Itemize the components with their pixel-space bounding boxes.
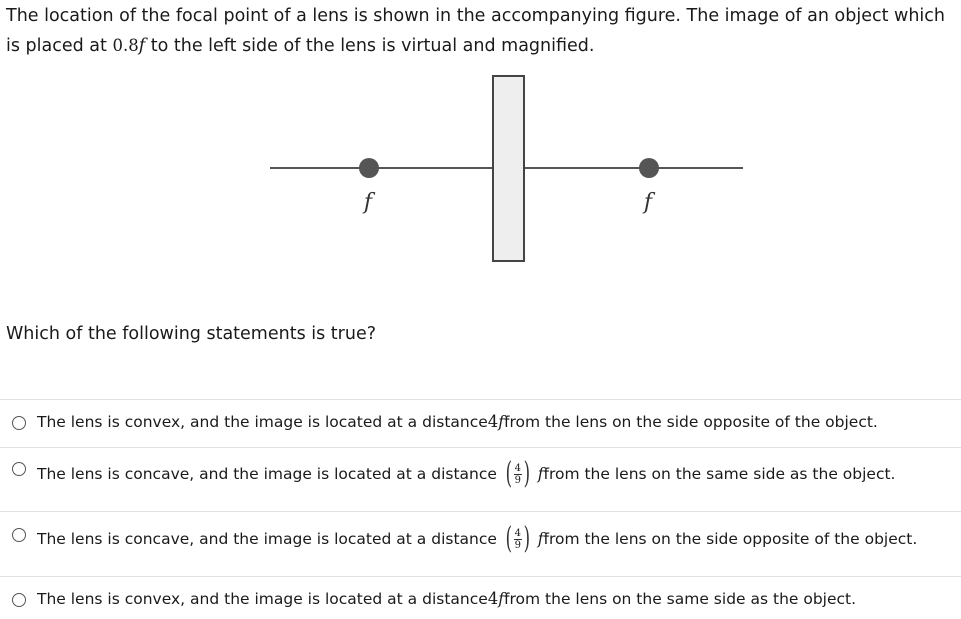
lens-body (493, 76, 524, 261)
right-focal-point (639, 158, 659, 178)
right-focal-label: f (643, 190, 653, 215)
option-4[interactable] (0, 577, 961, 618)
option-4-text: The lens is convex, and the image is located at a distance 4 f from the lens on the same side as the object. (37, 589, 857, 608)
radio-option-1[interactable] (12, 416, 26, 430)
radio-option-3[interactable] (12, 528, 26, 542)
lens-figure (0, 0, 961, 300)
radio-option-4[interactable] (12, 593, 26, 607)
radio-option-2[interactable] (12, 462, 26, 476)
option-3-text: The lens is concave, and the image is located at a distance ( $\frac{4}{9}$ ) f from the lens on the side opposite of the object. (37, 521, 918, 556)
object-distance-value: 0.8 (112, 36, 139, 55)
object-distance-variable: f (138, 36, 146, 56)
prompt-text: Which of the following statements is true? (6, 324, 377, 344)
option-2-text: The lens is concave, and the image is located at a distance ( $\frac{4}{9}$ ) f from the lens on the same side as the object. (37, 456, 896, 491)
fraction-4-9: ( $\frac{4}{9}$ ) (505, 521, 531, 556)
option-2[interactable] (0, 447, 961, 512)
left-focal-label: f (363, 190, 373, 215)
option-3[interactable] (0, 512, 961, 577)
left-focal-point (359, 158, 379, 178)
option-1-text: The lens is convex, and the image is located at a distance 4 f from the lens on the side opposite of the object. (37, 412, 878, 431)
fraction-4-9: ( $\frac{4}{9}$ ) (505, 456, 531, 491)
question-text: The location of the focal point of a lens is shown in the accompanying figure. The image of an object which is placed at 0.8f to the left side of the lens is virtual and magnified. (6, 6, 946, 56)
option-1[interactable] (0, 399, 961, 448)
